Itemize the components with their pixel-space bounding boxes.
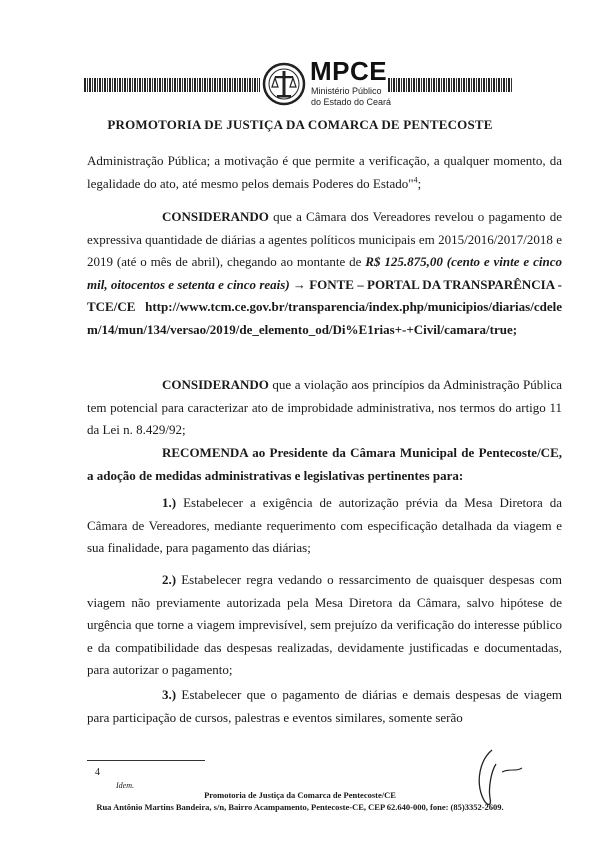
recommendation-item-1 (87, 492, 562, 560)
mpce-logo-text: MPCE (310, 56, 388, 86)
item-text: Estabelecer a exigência de autorização prévia da Mesa Diretora da Câmara de Vereadores, mediante requerimento com especificação detalhada da viagem e sua finalidade, para pagamento das diárias; (87, 495, 562, 555)
paragraph-text: ao Presidente da Câmara Municipal de Pentecoste/CE, a adoção de medidas administrativas e legislativas pertinentes para: (87, 445, 562, 483)
paragraph-end: ; (417, 175, 422, 191)
paragraph-motivation (87, 150, 562, 195)
footnote-divider (87, 760, 205, 761)
mpce-seal-icon (262, 62, 306, 106)
footer-office: Promotoria de Justiça da Comarca de Pentecoste/CE (204, 790, 396, 800)
item-text: Estabelecer que o pagamento de diárias e demais despesas de viagem para participação de cursos, palestras e eventos similares, somente serão (87, 687, 562, 725)
item-text: Estabelecer regra vedando o ressarcimento de quaisquer despesas com viagem não previamente autorizada pela Mesa Diretora da Câmara, salvo hipótese de urgência que torne a viagem imprevisível, sem prejuízo da verificação do interesse público e da compatibilidade das despesas realizadas, devidamente justificadas e documentadas, para autorizar o pagamento; (87, 572, 562, 677)
logo-subtitle-1: Ministério Público (311, 86, 382, 96)
item-number: 2.) (162, 572, 177, 587)
recomenda-lead: RECOMENDA (162, 445, 248, 460)
paragraph-text: que a Câmara dos Vereadores revelou o pagamento de expressiva quantidade de diárias a agentes políticos municipais em 2015/2016/2017/2018 e 2019 (até o mês de abril), chegando ao montante de (87, 209, 562, 269)
logo-subtitle-2: do Estado do Ceará (311, 97, 392, 107)
transparency-url: http://www.tcm.ce.gov.br/transparencia/index.php/municipios/diarias/cdelem/14/mun/134/versao/2019/de_elemento_od/Di%E1rias+-+Civil/camara/true; (87, 299, 562, 337)
item-number: 3.) (162, 687, 177, 702)
footer-address: Rua Antônio Martins Bandeira, s/n, Bairro Acampamento, Pentecoste-CE, CEP 62.640-000, fone: (85)3352-2609. (96, 802, 504, 812)
considerando-lead: CONSIDERANDO (162, 209, 269, 224)
header-rule-left (84, 78, 260, 92)
office-title: PROMOTORIA DE JUSTIÇA DA COMARCA DE PENTECOSTE (107, 117, 493, 132)
paragraph-recomenda (87, 442, 562, 487)
source-text: → FONTE – PORTAL DA TRANSPARÊNCIA - TCE/CE (87, 276, 562, 314)
footnote-text: Idem. (116, 781, 134, 790)
footnote-ref: 4 (413, 175, 418, 185)
paragraph-text: que a violação aos princípios da Administração Pública tem potencial para caracterizar ato de improbidade administrativa, nos termos do artigo 11 da Lei n. 8.429/92; (87, 377, 562, 437)
recommendation-item-3 (87, 684, 562, 729)
paragraph-considerando-2 (87, 374, 562, 442)
amount-text: R$ 125.875,00 (cento e vinte e cinco mil, oitocentos e setenta e cinco reais) (87, 254, 562, 292)
paragraph-considerando-1 (87, 206, 562, 341)
paragraph-text: Administração Pública; a motivação é que permite a verificação, a qualquer momento, da legalidade do ato, até mesmo pelos demais Poderes do Estado" (87, 153, 562, 191)
item-number: 1.) (162, 495, 177, 510)
considerando-lead: CONSIDERANDO (162, 377, 269, 392)
header-rule-right (388, 78, 512, 92)
recommendation-item-2 (87, 569, 562, 682)
footnote-number: 4 (95, 767, 100, 778)
